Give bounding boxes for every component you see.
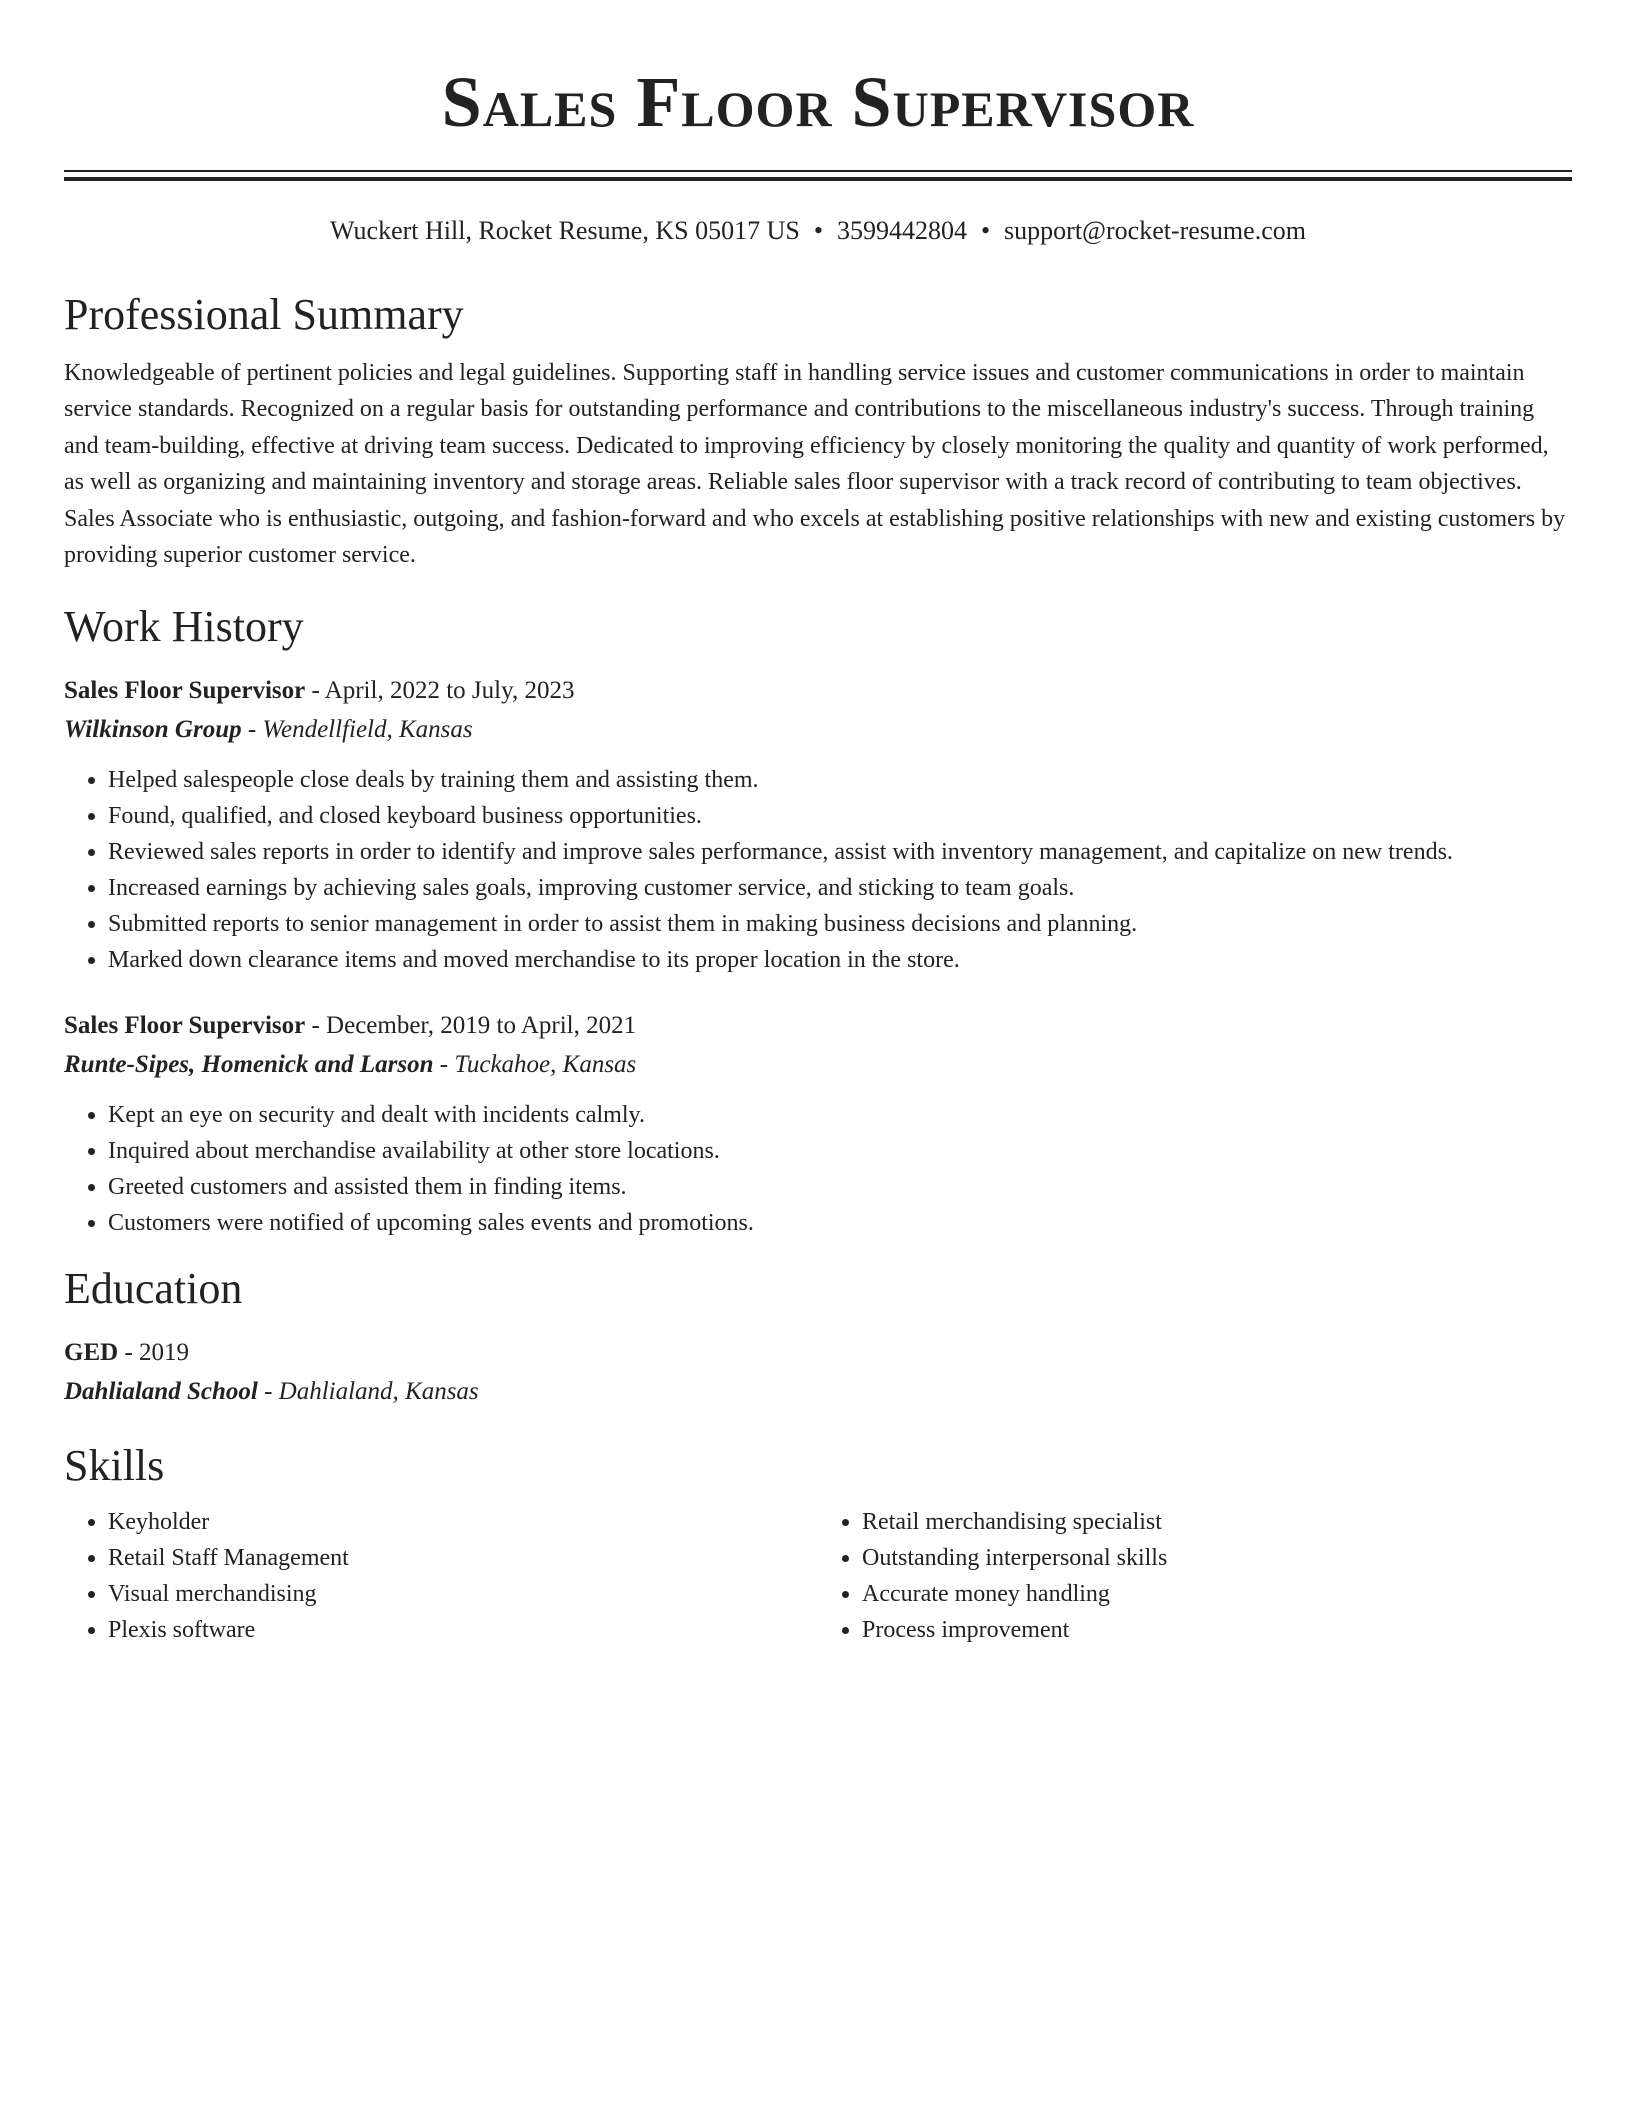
- job-company: Runte-Sipes, Homenick and Larson: [64, 1051, 434, 1079]
- resume-title: Sales Floor Supervisor: [441, 62, 1195, 142]
- education-location: Dahlialand, Kansas: [278, 1378, 479, 1406]
- job-dates: April, 2022 to July, 2023: [324, 677, 575, 705]
- dash-separator: -: [257, 1378, 279, 1406]
- job-entry: [64, 1008, 1572, 1241]
- job-entry: [64, 673, 1572, 978]
- education-school-line: [64, 1374, 1572, 1410]
- summary-heading: Professional Summary: [64, 290, 464, 339]
- job-duty-item: • Submitted reports to senior management in order to assist them in making business decisions and planning.: [108, 906, 1572, 942]
- contact-separator: •: [980, 216, 991, 245]
- job-location: Wendellfield, Kansas: [262, 716, 473, 744]
- skills-list-right: [818, 1504, 1572, 1648]
- resume-page: [64, 0, 1572, 1648]
- skill-item: • Keyholder: [108, 1504, 818, 1540]
- job-company-line: [64, 712, 1572, 748]
- skill-item: • Plexis software: [108, 1612, 818, 1648]
- job-duty-item: • Kept an eye on security and dealt with incidents calmly.: [108, 1097, 1572, 1133]
- contact-email: support@rocket-resume.com: [1004, 216, 1306, 245]
- job-duty-item: • Helped salespeople close deals by training them and assisting them.: [108, 762, 1572, 798]
- education-degree: GED: [64, 1339, 119, 1367]
- skills-heading: Skills: [64, 1441, 165, 1491]
- dash-separator: -: [433, 1051, 455, 1079]
- job-title-line: [64, 1008, 1572, 1044]
- skills-list-left: [64, 1504, 818, 1648]
- contact-info: [64, 215, 1572, 247]
- dash-separator: -: [305, 1012, 327, 1040]
- contact-separator: •: [813, 216, 823, 245]
- job-title: Sales Floor Supervisor: [64, 1012, 306, 1040]
- education-school: Dahlialand School: [64, 1378, 258, 1406]
- education-year: 2019: [139, 1339, 190, 1367]
- job-duty-item: • Marked down clearance items and moved merchandise to its proper location in the store.: [108, 942, 1572, 978]
- skills-grid: [64, 1504, 1572, 1648]
- job-duty-item: • Reviewed sales reports in order to identify and improve sales performance, assist with inventory management, and capitalize on new trends.: [108, 834, 1572, 870]
- job-duty-item: • Customers were notified of upcoming sales events and promotions.: [108, 1205, 1572, 1241]
- job-duty-item: • Greeted customers and assisted them in finding items.: [108, 1169, 1572, 1205]
- skill-item: • Outstanding interpersonal skills: [862, 1540, 1572, 1576]
- job-duty-item: • Increased earnings by achieving sales goals, improving customer service, and sticking to team goals.: [108, 870, 1572, 906]
- job-location: Tuckahoe, Kansas: [454, 1051, 637, 1079]
- job-dates: December, 2019 to April, 2021: [326, 1012, 637, 1040]
- job-duty-item: • Found, qualified, and closed keyboard business opportunities.: [108, 798, 1572, 834]
- job-company: Wilkinson Group: [64, 716, 242, 744]
- contact-phone: 3599442804: [836, 216, 967, 245]
- skill-item: • Visual merchandising: [108, 1576, 818, 1612]
- skill-item: • Accurate money handling: [862, 1576, 1572, 1612]
- job-duty-item: • Inquired about merchandise availability at other store locations.: [108, 1133, 1572, 1169]
- dash-separator: -: [305, 677, 325, 705]
- skill-item: • Process improvement: [862, 1612, 1572, 1648]
- title-divider: [64, 170, 1572, 181]
- job-title: Sales Floor Supervisor: [64, 677, 306, 705]
- work-history-heading: Work History: [64, 602, 304, 652]
- job-title-line: [64, 673, 1572, 709]
- job-company-line: [64, 1047, 1572, 1083]
- job-duties-list: [64, 1097, 1572, 1241]
- education-degree-line: [64, 1335, 1572, 1371]
- skill-item: • Retail Staff Management: [108, 1540, 818, 1576]
- dash-separator: -: [241, 716, 263, 744]
- education-heading: Education: [64, 1264, 243, 1314]
- job-duties-list: [64, 762, 1572, 978]
- dash-separator: -: [118, 1339, 140, 1367]
- skill-item: • Retail merchandising specialist: [862, 1504, 1572, 1540]
- summary-text: Knowledgeable of pertinent policies and legal guidelines. Supporting staff in handling service issues and customer communications in order to maintain service standards. Recognized on a regular basis for outstanding performance and contributions to the miscellaneous industry's success. Through training and team-building, effective at driving team success. Dedicated to improving efficiency by closely monitoring the quality and quantity of work performed, as well as organizing and maintaining inventory and storage areas. Reliable sales floor supervisor with a track record of contributing to team objectives. Sales Associate who is enthusiastic, outgoing, and fashion-forward and who excels at establishing positive relationships with new and existing customers by providing superior customer service.: [64, 360, 1566, 569]
- contact-address: Wuckert Hill, Rocket Resume, KS 05017 US: [330, 216, 800, 245]
